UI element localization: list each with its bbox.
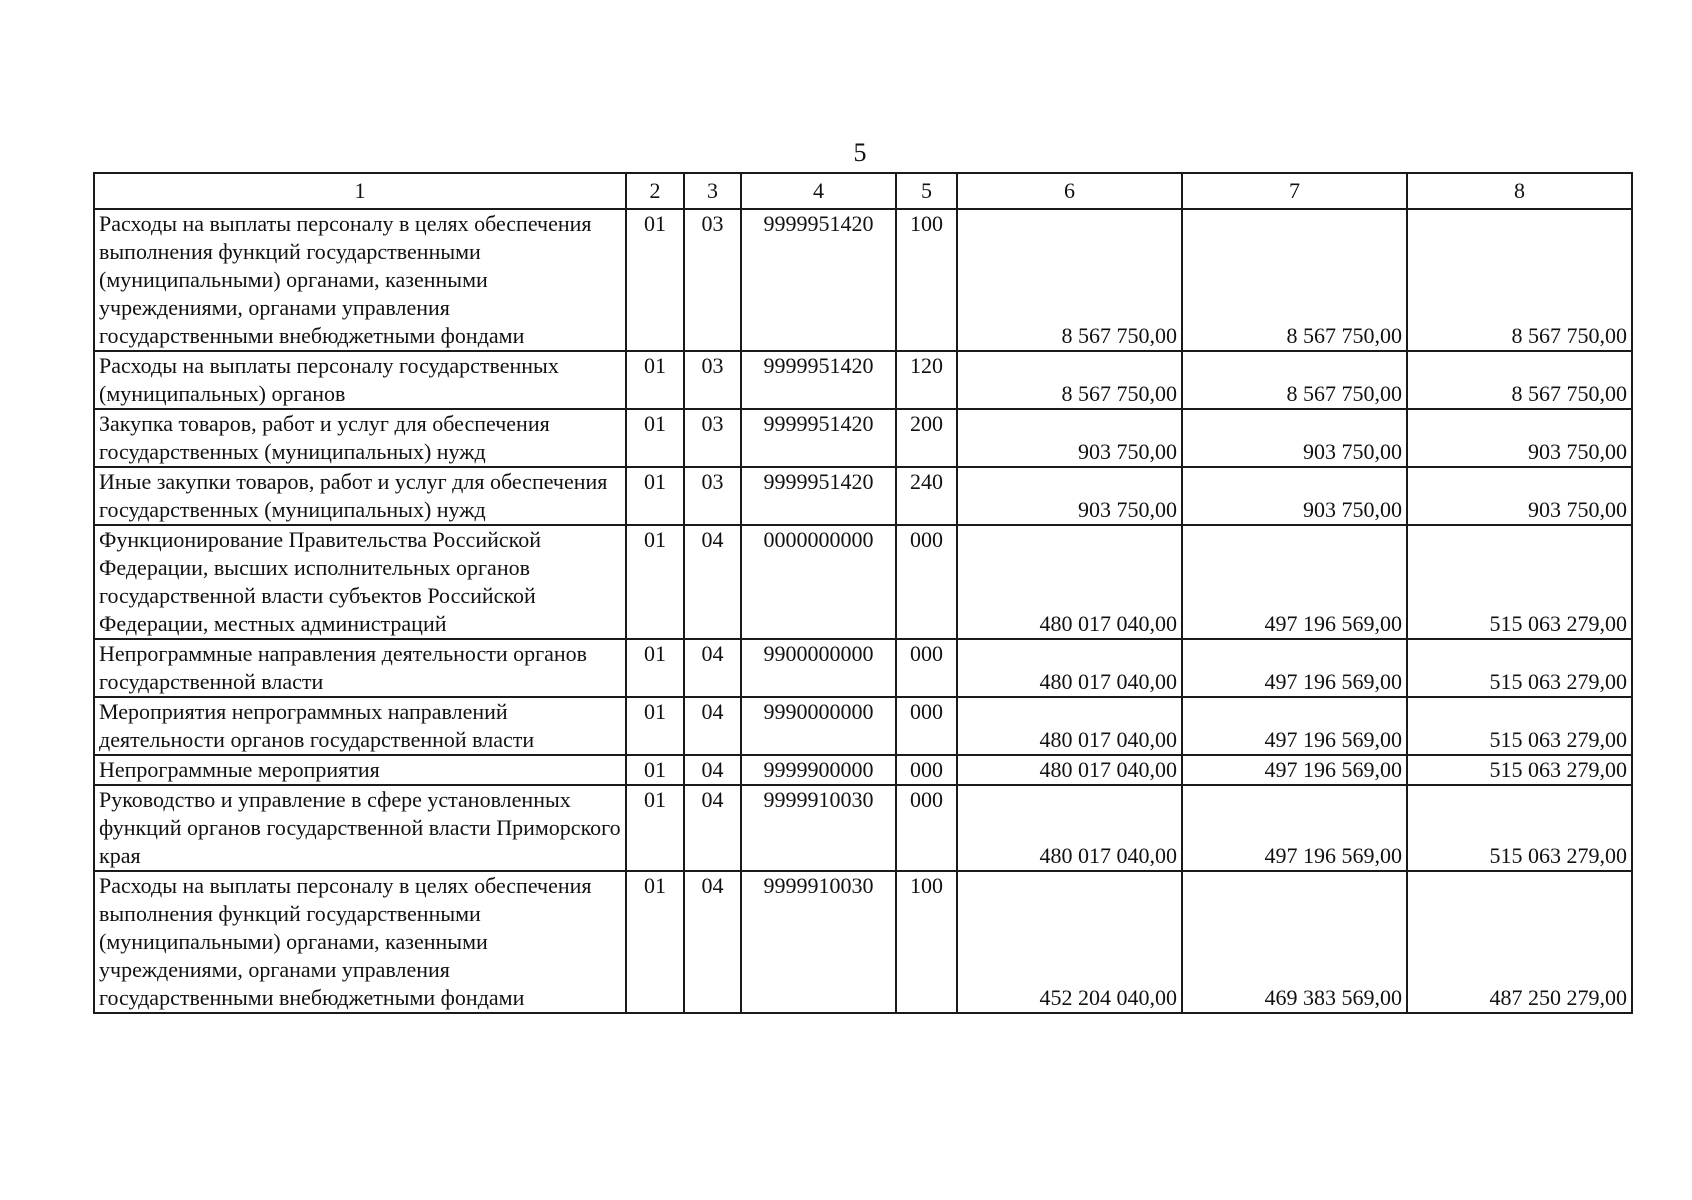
- target-article-code: 9999910030: [741, 871, 896, 1013]
- page-number: 5: [853, 138, 867, 167]
- table-row: [94, 639, 1632, 697]
- amount-col6: 8 567 750,00: [957, 209, 1182, 351]
- header-cell: 4: [741, 173, 896, 209]
- expense-name: Функционирование Правительства Российской Федерации, высших исполнительных органов государственной власти субъектов Российской Федерации, местных администраций: [94, 525, 626, 639]
- expense-name: Непрограммные направления деятельности органов государственной власти: [94, 639, 626, 697]
- table-row: [94, 697, 1632, 755]
- amount-col8: 8 567 750,00: [1407, 209, 1632, 351]
- amount-col7: 497 196 569,00: [1182, 697, 1407, 755]
- subsection-code: 03: [684, 209, 741, 351]
- amount-col7: 8 567 750,00: [1182, 209, 1407, 351]
- header-cell: 3: [684, 173, 741, 209]
- subsection-code: 03: [684, 467, 741, 525]
- amount-col6: 903 750,00: [957, 409, 1182, 467]
- amount-col8: 8 567 750,00: [1407, 351, 1632, 409]
- header-cell: 2: [626, 173, 684, 209]
- target-article-code: 9999951420: [741, 409, 896, 467]
- header-row: [94, 173, 1632, 209]
- subsection-code: 04: [684, 785, 741, 871]
- amount-col7: 497 196 569,00: [1182, 639, 1407, 697]
- amount-col7: 497 196 569,00: [1182, 755, 1407, 785]
- target-article-code: 9999951420: [741, 209, 896, 351]
- amount-col6: 452 204 040,00: [957, 871, 1182, 1013]
- amount-col8: 487 250 279,00: [1407, 871, 1632, 1013]
- expense-type-code: 240: [896, 467, 957, 525]
- amount-col8: 515 063 279,00: [1407, 755, 1632, 785]
- expense-name: Мероприятия непрограммных направлений деятельности органов государственной власти: [94, 697, 626, 755]
- expense-name: Расходы на выплаты персоналу государственных (муниципальных) органов: [94, 351, 626, 409]
- amount-col7: 469 383 569,00: [1182, 871, 1407, 1013]
- expense-name: Закупка товаров, работ и услуг для обеспечения государственных (муниципальных) нужд: [94, 409, 626, 467]
- amount-col7: 497 196 569,00: [1182, 525, 1407, 639]
- amount-col6: 480 017 040,00: [957, 785, 1182, 871]
- subsection-code: 04: [684, 697, 741, 755]
- expense-type-code: 200: [896, 409, 957, 467]
- amount-col6: 480 017 040,00: [957, 755, 1182, 785]
- amount-col6: 480 017 040,00: [957, 697, 1182, 755]
- section-code: 01: [626, 697, 684, 755]
- expense-name: Расходы на выплаты персоналу в целях обеспечения выполнения функций государственными (муниципальными) органами, казенными учреждениями, органами управления государственными внебюджетными фондами: [94, 871, 626, 1013]
- expense-type-code: 000: [896, 525, 957, 639]
- subsection-code: 03: [684, 351, 741, 409]
- amount-col8: 903 750,00: [1407, 467, 1632, 525]
- header-cell: 8: [1407, 173, 1632, 209]
- amount-col6: 8 567 750,00: [957, 351, 1182, 409]
- target-article-code: 9999910030: [741, 785, 896, 871]
- amount-col7: 903 750,00: [1182, 467, 1407, 525]
- amount-col8: 515 063 279,00: [1407, 785, 1632, 871]
- table-row: [94, 525, 1632, 639]
- budget-table: [93, 172, 1633, 1014]
- table-row: [94, 467, 1632, 525]
- amount-col8: 903 750,00: [1407, 409, 1632, 467]
- section-code: 01: [626, 639, 684, 697]
- table-row: [94, 409, 1632, 467]
- subsection-code: 03: [684, 409, 741, 467]
- expense-name: Иные закупки товаров, работ и услуг для обеспечения государственных (муниципальных) нужд: [94, 467, 626, 525]
- amount-col7: 497 196 569,00: [1182, 785, 1407, 871]
- table-row: [94, 351, 1632, 409]
- amount-col6: 903 750,00: [957, 467, 1182, 525]
- amount-col8: 515 063 279,00: [1407, 697, 1632, 755]
- amount-col8: 515 063 279,00: [1407, 525, 1632, 639]
- subsection-code: 04: [684, 525, 741, 639]
- section-code: 01: [626, 525, 684, 639]
- section-code: 01: [626, 409, 684, 467]
- section-code: 01: [626, 755, 684, 785]
- expense-type-code: 100: [896, 209, 957, 351]
- expense-name: Непрограммные мероприятия: [94, 755, 626, 785]
- table-row: [94, 209, 1632, 351]
- amount-col8: 515 063 279,00: [1407, 639, 1632, 697]
- target-article-code: 9999951420: [741, 351, 896, 409]
- section-code: 01: [626, 871, 684, 1013]
- target-article-code: 9999951420: [741, 467, 896, 525]
- header-cell: 7: [1182, 173, 1407, 209]
- expense-type-code: 000: [896, 639, 957, 697]
- expense-name: Руководство и управление в сфере установленных функций органов государственной власти Приморского края: [94, 785, 626, 871]
- header-cell: 6: [957, 173, 1182, 209]
- header-cell: 5: [896, 173, 957, 209]
- subsection-code: 04: [684, 755, 741, 785]
- amount-col6: 480 017 040,00: [957, 525, 1182, 639]
- target-article-code: 9990000000: [741, 697, 896, 755]
- table-row: [94, 785, 1632, 871]
- target-article-code: 0000000000: [741, 525, 896, 639]
- expense-type-code: 100: [896, 871, 957, 1013]
- expense-type-code: 000: [896, 755, 957, 785]
- header-cell: 1: [94, 173, 626, 209]
- subsection-code: 04: [684, 871, 741, 1013]
- amount-col6: 480 017 040,00: [957, 639, 1182, 697]
- subsection-code: 04: [684, 639, 741, 697]
- expense-name: Расходы на выплаты персоналу в целях обеспечения выполнения функций государственными (муниципальными) органами, казенными учреждениями, органами управления государственными внебюджетными фондами: [94, 209, 626, 351]
- amount-col7: 8 567 750,00: [1182, 351, 1407, 409]
- section-code: 01: [626, 467, 684, 525]
- target-article-code: 9999900000: [741, 755, 896, 785]
- section-code: 01: [626, 351, 684, 409]
- section-code: 01: [626, 209, 684, 351]
- table-row: [94, 871, 1632, 1013]
- amount-col7: 903 750,00: [1182, 409, 1407, 467]
- expense-type-code: 000: [896, 697, 957, 755]
- section-code: 01: [626, 785, 684, 871]
- expense-type-code: 000: [896, 785, 957, 871]
- table-row: [94, 755, 1632, 785]
- target-article-code: 9900000000: [741, 639, 896, 697]
- expense-type-code: 120: [896, 351, 957, 409]
